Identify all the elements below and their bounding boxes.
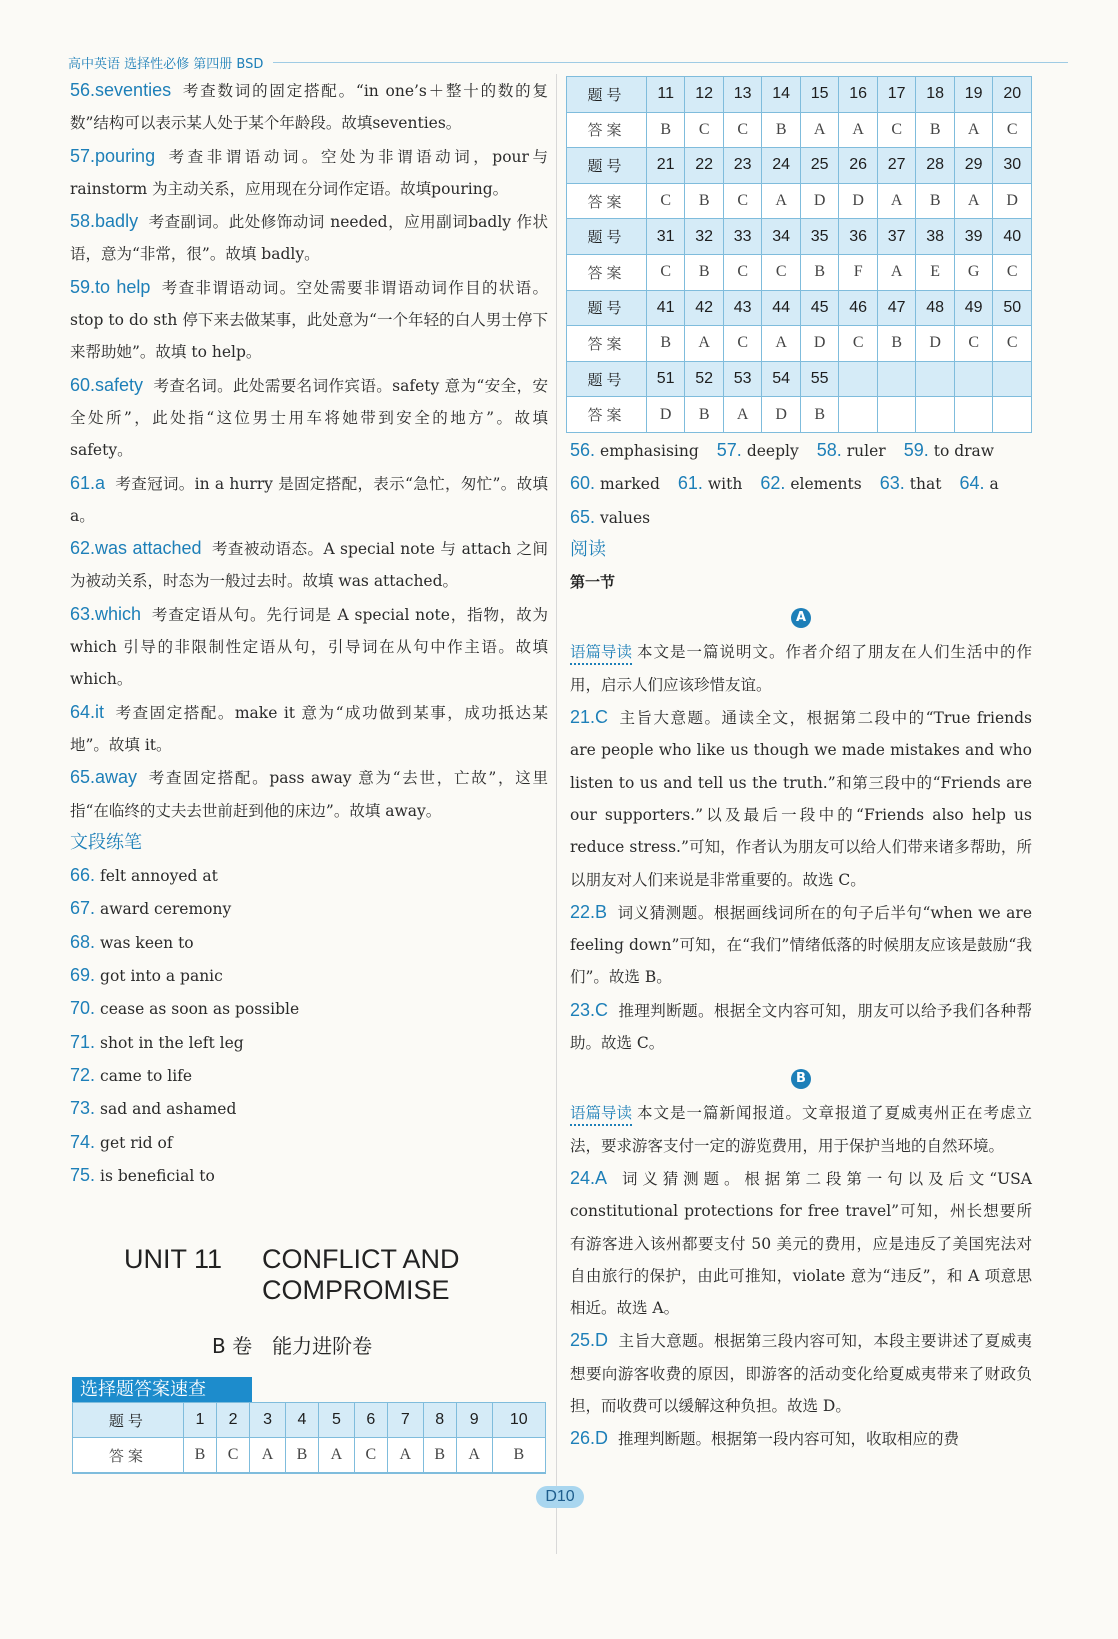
item-explanation: 考查冠词。in a hurry 是固定搭配，表示“急忙，匆忙”。故填 a。 <box>70 474 548 525</box>
item-answer: seventies <box>95 80 172 100</box>
row-label: 答案 <box>567 112 647 148</box>
row-label: 题号 <box>73 1403 184 1438</box>
item-answer: a <box>95 472 106 493</box>
item-number: 24. <box>570 1167 596 1188</box>
question-number-cell: 52 <box>685 361 724 397</box>
header-rule <box>273 62 1068 63</box>
item-number: 74. <box>70 1131 96 1152</box>
question-number-cell: 6 <box>354 1403 387 1438</box>
question-number-cell: 31 <box>646 219 685 255</box>
item-text: sad and ashamed <box>100 1100 237 1119</box>
answer-cell: C <box>993 112 1032 148</box>
item-number: 57. <box>716 440 742 460</box>
answer-item <box>70 598 548 696</box>
item-answer: B <box>595 901 608 922</box>
answer-item <box>570 1422 1032 1455</box>
question-number-cell <box>839 361 878 397</box>
answer-item <box>70 532 548 598</box>
reading-passages <box>570 608 1032 1455</box>
item-explanation: 考查数词的固定搭配。“in one’s＋整十的数的复数”结构可以表示某人处于某个年龄段。故填seventies。 <box>70 82 548 133</box>
question-number-cell: 55 <box>800 361 839 397</box>
question-number-cell: 41 <box>646 290 685 326</box>
answer-cell: C <box>685 112 724 148</box>
item-explanation: 推理判断题。根据全文内容可知，朋友可以给予我们各种帮助。故选 C。 <box>570 1001 1032 1053</box>
answer-cell: C <box>762 254 801 290</box>
answer-cell <box>839 397 878 433</box>
answer-cell: A <box>877 254 916 290</box>
item-number: 61. <box>677 473 703 494</box>
item-text: emphasising <box>600 442 699 460</box>
item-answer: badly <box>95 211 139 232</box>
item-number: 58. <box>816 440 842 460</box>
question-number-cell: 12 <box>685 77 724 113</box>
answer-cell: C <box>723 254 762 290</box>
fill-answer-list <box>570 434 1032 534</box>
item-text: got into a panic <box>100 967 223 986</box>
answer-table <box>566 76 1032 433</box>
answer-item <box>570 1162 1032 1324</box>
item-text: award ceremony <box>100 900 232 919</box>
answer-cell: C <box>993 326 1032 362</box>
item-text: deeply <box>746 442 799 460</box>
item-explanation: 考查定语从句。先行词是 A special note，指物，故为 which 引导的非限制性定语从句，引导词在从句中作主语。故填 which。 <box>70 605 548 689</box>
answer-cell <box>954 397 993 433</box>
item-number: 21. <box>570 707 596 728</box>
question-number-cell: 51 <box>646 361 685 397</box>
item-number: 61. <box>70 472 96 493</box>
question-number-cell: 45 <box>800 290 839 326</box>
question-number-cell: 40 <box>993 219 1032 255</box>
answer-cell: A <box>839 112 878 148</box>
running-header <box>68 52 1068 72</box>
question-row <box>567 290 1032 326</box>
writing-item <box>70 1059 548 1092</box>
answer-cell: D <box>993 183 1032 219</box>
question-number-cell: 48 <box>916 290 955 326</box>
item-text: that <box>909 475 942 494</box>
writing-item <box>70 892 548 925</box>
writing-item <box>70 1126 548 1159</box>
left-column <box>70 74 548 1192</box>
quick-answer-bottom-rule <box>72 1472 546 1474</box>
question-number-cell: 21 <box>646 148 685 184</box>
question-row <box>567 219 1032 255</box>
question-number-cell: 28 <box>916 148 955 184</box>
answer-cell: C <box>723 112 762 148</box>
question-number-cell: 27 <box>877 148 916 184</box>
answer-cell <box>877 397 916 433</box>
question-number-cell: 17 <box>877 77 916 113</box>
answer-cell: D <box>839 183 878 219</box>
answer-cell: D <box>762 397 801 433</box>
quick-answer-table <box>72 1402 546 1473</box>
grammar-answer-list <box>70 74 548 827</box>
question-number-cell <box>877 361 916 397</box>
question-number-cell: 44 <box>762 290 801 326</box>
answer-cell: B <box>646 326 685 362</box>
item-explanation: 推理判断题。根据第一段内容可知，收取相应的费 <box>618 1430 960 1449</box>
item-answer: was attached <box>95 538 202 559</box>
question-number-cell: 22 <box>685 148 724 184</box>
answer-cell: C <box>839 326 878 362</box>
fill-answer-item <box>570 467 660 500</box>
item-explanation: 考查副词。此处修饰动词 needed，应用副词badly 作状语，意为“非常，很”。故填 badly。 <box>70 213 548 264</box>
reading-section: 第一节 <box>570 573 616 592</box>
quick-answer-title: 选择题答案速查 <box>72 1377 252 1402</box>
item-number: 59. <box>70 276 96 297</box>
writing-item <box>70 992 548 1025</box>
row-label: 答案 <box>567 254 647 290</box>
answer-row <box>567 254 1032 290</box>
item-explanation: 词义猜测题。根据画线词所在的句子后半句“when we are feeling down”可知，在“我们”情绪低落的时候朋友应该是鼓励“我们”。故选 B。 <box>570 903 1032 987</box>
answer-cell: G <box>954 254 993 290</box>
item-number: 63. <box>70 603 96 624</box>
item-number: 62. <box>760 473 786 494</box>
answer-cell: C <box>646 183 685 219</box>
item-number: 67. <box>70 898 96 919</box>
fill-answer-item <box>570 501 650 534</box>
answer-cell: C <box>954 326 993 362</box>
answer-cell: D <box>916 326 955 362</box>
answer-cell: D <box>800 326 839 362</box>
item-number: 23. <box>570 999 596 1020</box>
answer-cell: A <box>800 112 839 148</box>
item-text: marked <box>600 475 660 494</box>
answer-row <box>567 326 1032 362</box>
question-number-cell: 4 <box>285 1403 318 1438</box>
question-number-cell: 11 <box>646 77 685 113</box>
question-number-cell: 26 <box>839 148 878 184</box>
item-text: came to life <box>100 1066 193 1085</box>
question-number-cell: 2 <box>217 1403 250 1438</box>
item-number: 59. <box>903 440 929 460</box>
answer-item <box>570 896 1032 994</box>
question-number-cell: 9 <box>456 1403 492 1438</box>
question-number-cell <box>916 361 955 397</box>
item-text: get rid of <box>100 1133 173 1152</box>
answer-cell: B <box>492 1438 545 1473</box>
fill-answer-item <box>570 434 699 467</box>
item-text: was keen to <box>100 933 194 952</box>
answer-cell: B <box>916 183 955 219</box>
answer-cell: B <box>685 397 724 433</box>
fill-answer-item <box>717 434 799 467</box>
item-number: 64. <box>70 701 96 722</box>
item-number: 68. <box>70 931 96 952</box>
fill-answer-line <box>570 467 1032 500</box>
item-number: 72. <box>70 1064 96 1085</box>
answer-item <box>570 994 1032 1060</box>
answer-row <box>567 112 1032 148</box>
answer-cell: A <box>762 326 801 362</box>
item-text: a <box>989 475 999 494</box>
page-number: D10 <box>536 1486 584 1508</box>
item-explanation: 考查固定搭配。make it 意为“成功做到某事，成功抵达某地”。故填 it。 <box>70 703 548 754</box>
answer-cell: C <box>354 1438 387 1473</box>
item-explanation: 主旨大意题。根据第三段内容可知，本段主要讲述了夏威夷想要向游客收费的原因，即游客的活动变化给夏威夷带来了财政负担，而收费可以缓解这种负担。故选 D。 <box>570 1332 1032 1416</box>
passage-badge: B <box>791 1069 811 1089</box>
unit-number: UNIT 11 <box>124 1244 223 1274</box>
item-number: 75. <box>70 1164 96 1185</box>
guide-text: 本文是一篇新闻报道。文章报道了夏威夷州正在考虑立法，要求游客支付一定的游览费用，用于保护当地的自然环境。 <box>570 1104 1032 1155</box>
item-answer: D <box>595 1428 609 1449</box>
item-number: 65. <box>570 506 596 527</box>
row-label: 答案 <box>567 326 647 362</box>
fill-answer-item <box>880 467 942 500</box>
question-number-cell <box>993 361 1032 397</box>
row-label: 答案 <box>567 183 647 219</box>
writing-answer-list <box>70 859 548 1192</box>
answer-item <box>70 140 548 206</box>
answer-cell: C <box>877 112 916 148</box>
question-number-cell: 33 <box>723 219 762 255</box>
guide-label: 语篇导读 <box>570 1102 632 1126</box>
item-number: 71. <box>70 1031 96 1052</box>
answer-cell: C <box>217 1438 250 1473</box>
question-number-cell: 18 <box>916 77 955 113</box>
item-answer: it <box>95 701 105 722</box>
item-text: to draw <box>933 442 995 460</box>
fill-answer-item <box>817 434 886 467</box>
fill-answer-item <box>959 467 998 500</box>
item-text: is beneficial to <box>100 1166 215 1185</box>
question-number-cell: 43 <box>723 290 762 326</box>
fill-answer-item <box>760 467 861 500</box>
reading-title: 阅读 <box>570 538 606 560</box>
item-explanation: 主旨大意题。通读全文，根据第二段中的“True friends are people who like us though we made mistakes and who listen to us and tell us the truth.”和第三段中的“Friends are our supporters.”以及最后一段中的“Friends also help us reduce stress.”可知，作者认为朋友可以给人们带来诸多帮助，所以朋友对人们来说是非常重要的。故选 C。 <box>570 709 1032 889</box>
item-explanation: 考查非谓语动词。空处需要非谓语动词作目的状语。stop to do sth 停下来去做某事，此处意为“一个年轻的白人男士停下来帮助她”。故填 to help。 <box>70 278 548 362</box>
answer-cell: B <box>800 254 839 290</box>
answer-cell: A <box>387 1438 423 1473</box>
item-answer: which <box>95 603 142 624</box>
writing-item <box>70 926 548 959</box>
question-number-cell: 37 <box>877 219 916 255</box>
question-number-cell: 39 <box>954 219 993 255</box>
question-number-cell: 30 <box>993 148 1032 184</box>
item-text: with <box>707 475 743 494</box>
answer-cell: A <box>250 1438 286 1473</box>
answer-item <box>70 467 548 533</box>
item-explanation: 考查名词。此处需要名词作宾语。safety 意为“安全，安全处所”，此处指“这位男士用车将她带到安全的地方”。故填 safety。 <box>70 376 548 460</box>
item-number: 22. <box>570 901 596 922</box>
guide-text: 本文是一篇说明文。作者介绍了朋友在人们生活中的作用，启示人们应该珍惜友谊。 <box>570 643 1032 694</box>
answer-item <box>70 696 548 762</box>
row-label: 答案 <box>73 1438 184 1473</box>
question-number-cell: 53 <box>723 361 762 397</box>
answer-cell: B <box>646 112 685 148</box>
item-number: 58. <box>70 211 96 232</box>
guide-label: 语篇导读 <box>570 641 632 665</box>
item-number: 63. <box>879 473 905 494</box>
row-label: 题号 <box>567 290 647 326</box>
unit-title-line1: CONFLICT AND <box>262 1244 460 1274</box>
answer-cell: F <box>839 254 878 290</box>
question-number-cell: 5 <box>319 1403 355 1438</box>
item-answer: A <box>595 1167 608 1188</box>
fill-answer-item <box>904 434 994 467</box>
row-label: 题号 <box>567 219 647 255</box>
question-number-cell: 35 <box>800 219 839 255</box>
answer-item <box>70 369 548 467</box>
answer-cell: C <box>646 254 685 290</box>
question-row <box>567 361 1032 397</box>
item-number: 56. <box>70 80 96 100</box>
answer-cell: B <box>285 1438 318 1473</box>
question-number-cell: 1 <box>183 1403 216 1438</box>
answer-cell: E <box>916 254 955 290</box>
item-answer: away <box>95 767 138 788</box>
answer-cell: A <box>319 1438 355 1473</box>
item-number: 60. <box>570 473 596 494</box>
answer-cell: A <box>762 183 801 219</box>
question-number-cell: 46 <box>839 290 878 326</box>
passage-guide <box>570 1097 1032 1162</box>
row-label: 题号 <box>567 148 647 184</box>
item-number: 62. <box>70 538 96 559</box>
answer-cell: D <box>800 183 839 219</box>
item-explanation: 考查固定搭配。pass away 意为“去世，亡故”，这里指“在临终的丈夫去世前赶到他的床边”。故填 away。 <box>70 769 548 820</box>
item-number: 69. <box>70 965 96 986</box>
answer-cell: B <box>685 183 724 219</box>
item-explanation: 考查非谓语动词。空处为非谓语动词，pour与 rainstorm 为主动关系，应用现在分词作定语。故填pouring。 <box>70 147 548 198</box>
item-explanation: 考查被动语态。A special note 与 attach 之间为被动关系，时态为一般过去时。故填 was attached。 <box>70 540 548 591</box>
question-number-cell: 34 <box>762 219 801 255</box>
answer-item <box>570 701 1032 896</box>
answer-cell: B <box>762 112 801 148</box>
question-number-cell: 29 <box>954 148 993 184</box>
answer-item <box>70 271 548 369</box>
question-number-cell: 3 <box>250 1403 286 1438</box>
item-number: 57. <box>70 145 96 166</box>
volume-title: B 卷 能力进阶卷 <box>212 1334 373 1358</box>
writing-item <box>70 1026 548 1059</box>
answer-item <box>70 761 548 827</box>
question-row <box>567 148 1032 184</box>
writing-item <box>70 959 548 992</box>
question-number-cell: 32 <box>685 219 724 255</box>
writing-item <box>70 859 548 892</box>
question-row <box>567 77 1032 113</box>
item-number: 64. <box>959 473 985 494</box>
question-number-cell: 15 <box>800 77 839 113</box>
writing-item <box>70 1092 548 1125</box>
question-number-cell: 24 <box>762 148 801 184</box>
answer-row <box>567 183 1032 219</box>
item-number: 65. <box>70 767 96 788</box>
item-text: felt annoyed at <box>100 867 218 886</box>
question-number-cell: 10 <box>492 1403 545 1438</box>
answer-cell <box>993 397 1032 433</box>
question-number-cell: 16 <box>839 77 878 113</box>
question-number-cell: 38 <box>916 219 955 255</box>
answer-cell: A <box>685 326 724 362</box>
answer-cell: B <box>877 326 916 362</box>
question-number-cell: 13 <box>723 77 762 113</box>
question-number-cell: 14 <box>762 77 801 113</box>
question-number-cell: 49 <box>954 290 993 326</box>
question-number-cell: 19 <box>954 77 993 113</box>
item-text: cease as soon as possible <box>100 1000 300 1019</box>
answer-cell: C <box>993 254 1032 290</box>
fill-answer-item <box>678 467 742 500</box>
answer-cell: A <box>877 183 916 219</box>
answer-cell: D <box>646 397 685 433</box>
item-text: ruler <box>846 442 886 460</box>
item-number: 66. <box>70 865 96 886</box>
passage-badge: A <box>791 608 811 628</box>
answer-cell: A <box>723 397 762 433</box>
writing-item <box>70 1159 548 1192</box>
question-number-cell: 50 <box>993 290 1032 326</box>
question-number-cell: 47 <box>877 290 916 326</box>
passage-guide <box>570 636 1032 701</box>
answer-cell: C <box>723 326 762 362</box>
item-number: 73. <box>70 1098 96 1119</box>
item-number: 70. <box>70 998 96 1019</box>
item-number: 56. <box>570 440 596 460</box>
answer-item <box>570 1324 1032 1422</box>
item-answer: pouring <box>95 145 156 166</box>
fill-answer-line <box>570 434 1032 467</box>
question-number-cell: 54 <box>762 361 801 397</box>
item-explanation: 词义猜测题。根据第二段第一句以及后文“USA constitutional protections for free travel”可知，州长想要所有游客进入该州都要支付 50 美元的费用，应是违反了美国宪法对自由旅行的保护，由此可推知，violate 意为“违反”，和 A 项意思相近。故选 A。 <box>570 1169 1032 1318</box>
row-label: 题号 <box>567 361 647 397</box>
item-answer: C <box>595 707 609 728</box>
right-column <box>570 434 1032 1456</box>
unit-title-line2: COMPROMISE <box>262 1275 450 1305</box>
answer-cell: B <box>423 1438 456 1473</box>
header-title: 高中英语 选择性必修 第四册 BSD <box>68 56 264 72</box>
item-answer: safety <box>95 374 144 395</box>
question-number-cell: 36 <box>839 219 878 255</box>
answer-row <box>567 397 1032 433</box>
fill-answer-line <box>570 501 1032 534</box>
row-label: 答案 <box>567 397 647 433</box>
item-text: values <box>600 508 651 527</box>
answer-cell: A <box>954 112 993 148</box>
answer-cell: C <box>723 183 762 219</box>
item-text: elements <box>790 475 862 494</box>
item-answer: to help <box>95 276 151 297</box>
item-number: 25. <box>570 1330 596 1351</box>
question-number-cell <box>954 361 993 397</box>
answer-cell <box>916 397 955 433</box>
question-number-cell: 25 <box>800 148 839 184</box>
question-number-cell: 42 <box>685 290 724 326</box>
answer-item <box>70 205 548 271</box>
item-number: 60. <box>70 374 96 395</box>
answer-cell: B <box>685 254 724 290</box>
question-number-cell: 23 <box>723 148 762 184</box>
answer-cell: A <box>954 183 993 219</box>
answer-item <box>70 74 548 140</box>
row-label: 题号 <box>567 77 647 113</box>
answer-cell: B <box>183 1438 216 1473</box>
answer-cell: B <box>800 397 839 433</box>
writing-section-title: 文段练笔 <box>70 831 142 853</box>
answer-cell: B <box>916 112 955 148</box>
question-number-cell: 7 <box>387 1403 423 1438</box>
answer-cell: A <box>456 1438 492 1473</box>
item-number: 26. <box>570 1428 596 1449</box>
question-number-cell: 8 <box>423 1403 456 1438</box>
question-number-cell: 20 <box>993 77 1032 113</box>
item-answer: C <box>595 999 609 1020</box>
item-answer: D <box>595 1330 609 1351</box>
column-divider <box>556 74 557 1554</box>
item-text: shot in the left leg <box>100 1033 244 1052</box>
